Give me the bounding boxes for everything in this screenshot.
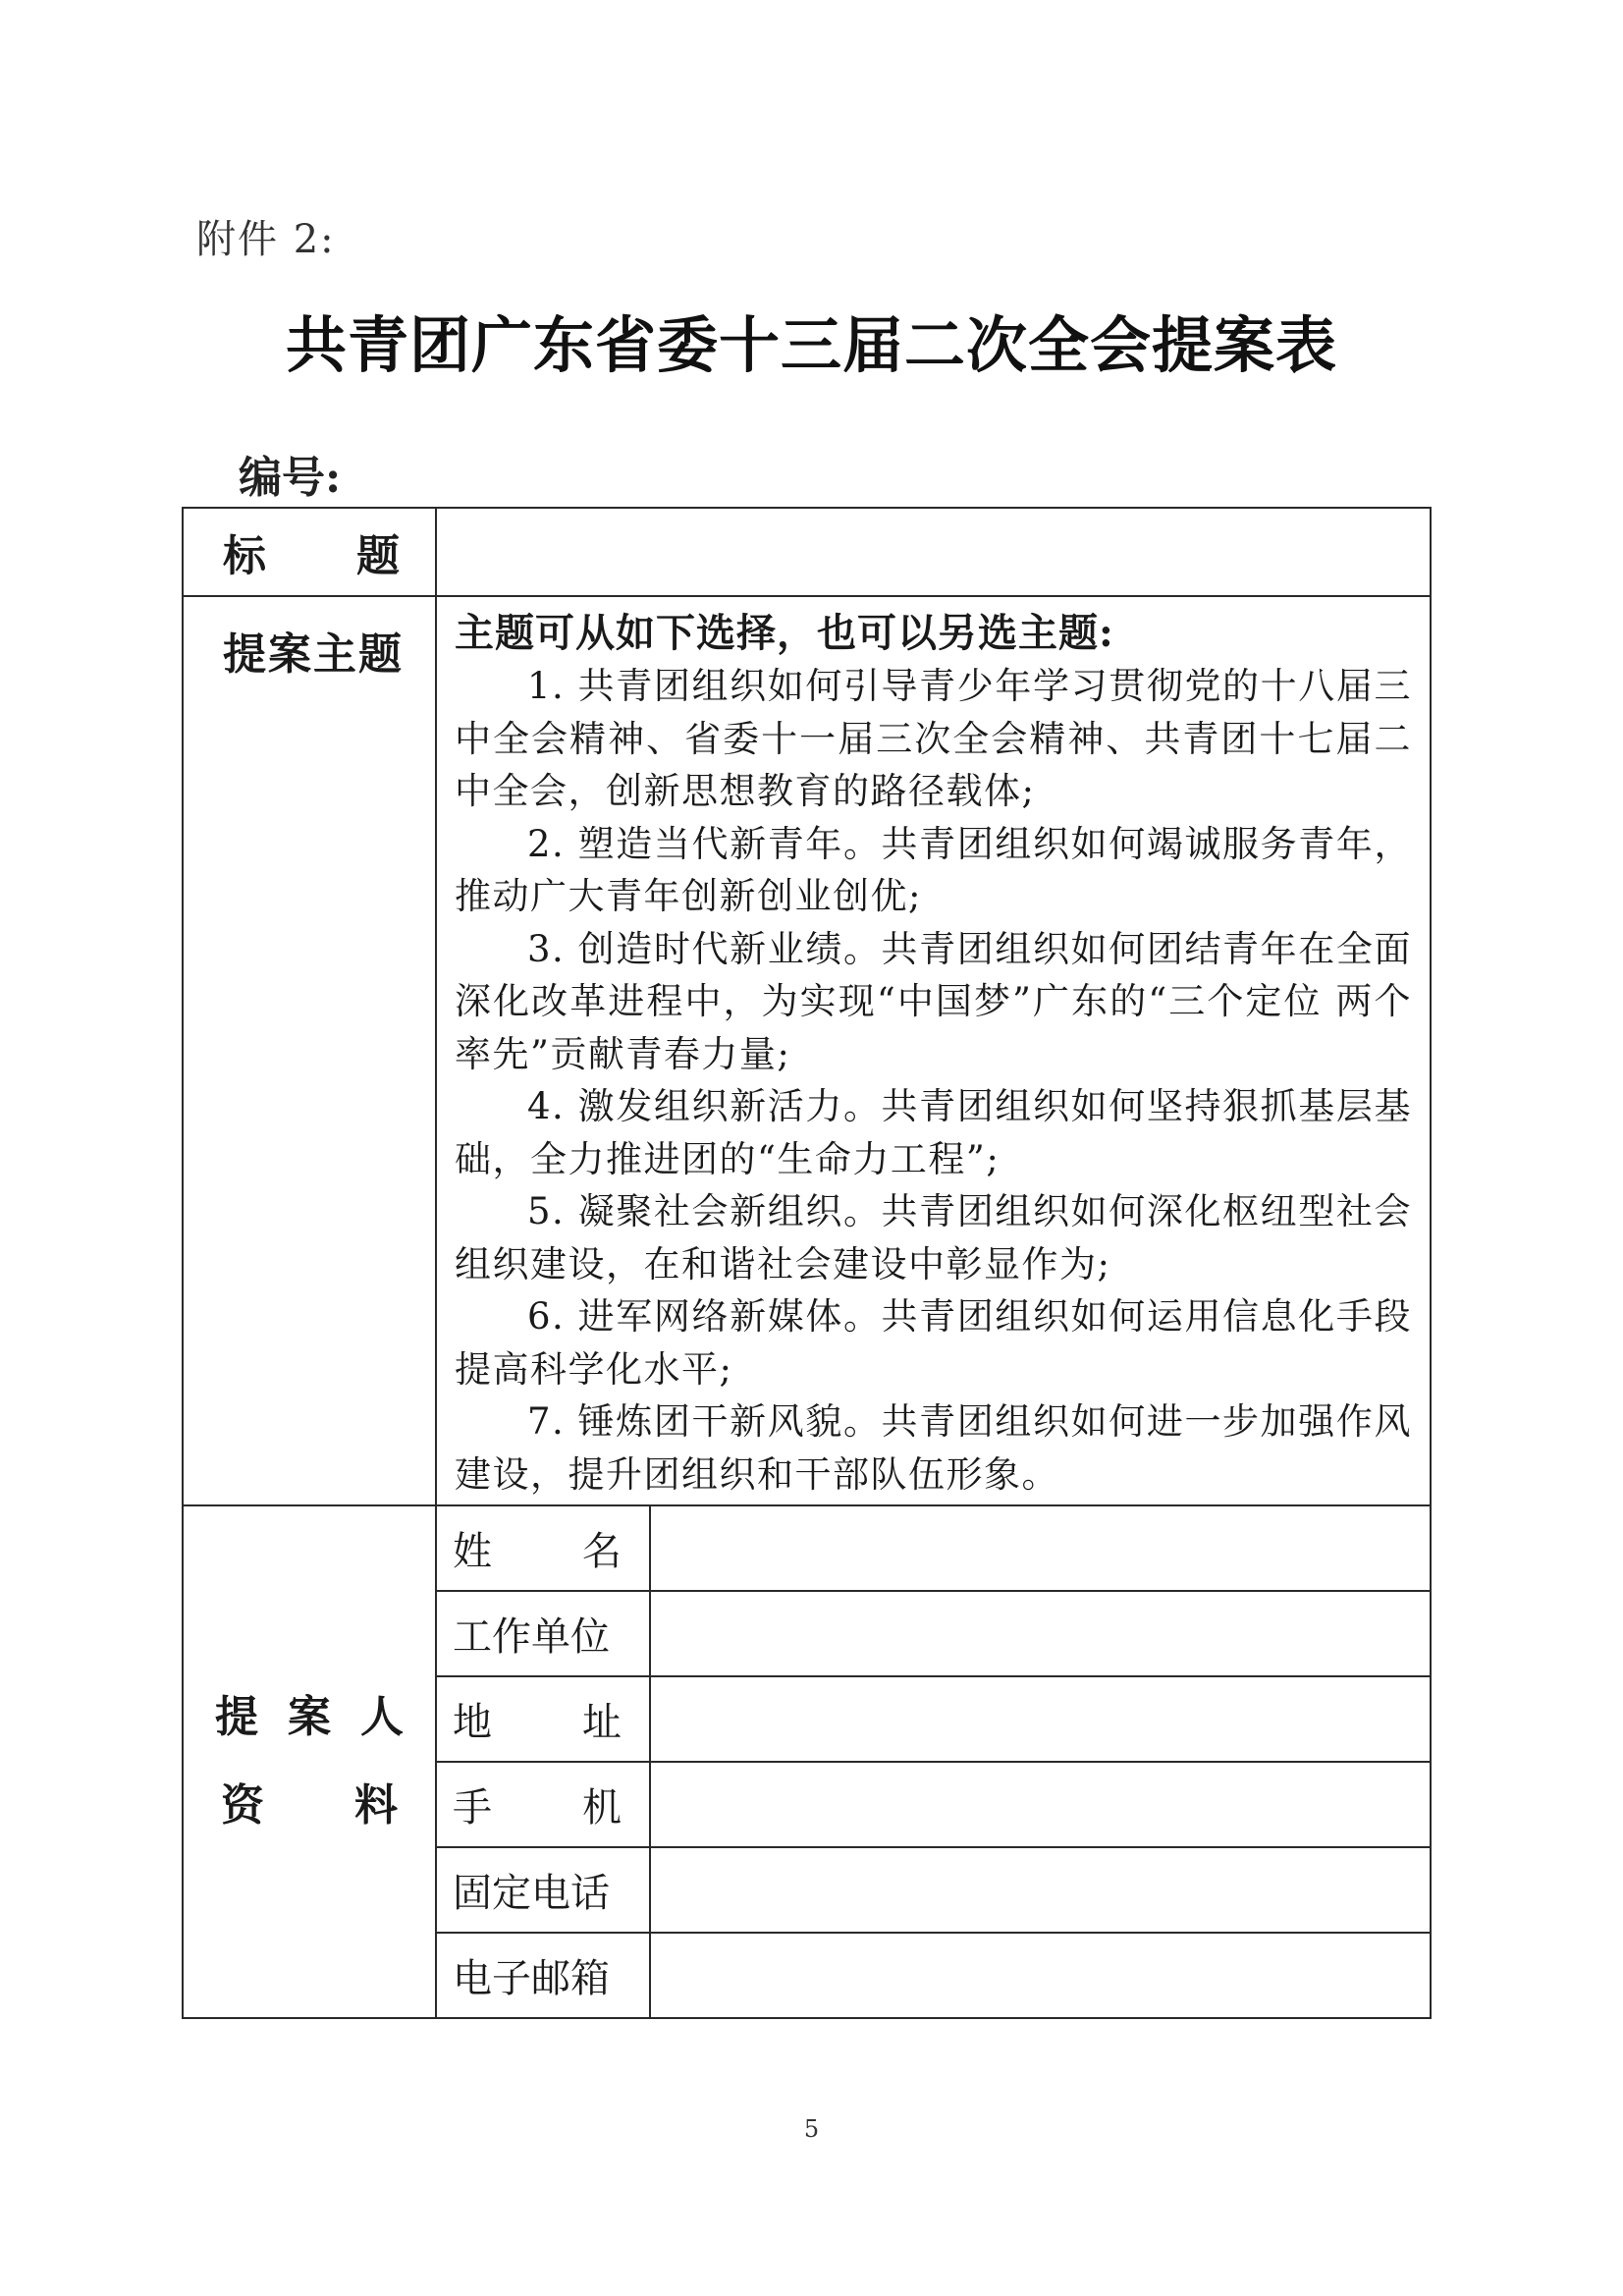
email-label: 电子邮箱	[436, 1933, 650, 2018]
topic-row	[183, 596, 1431, 1505]
landline-field[interactable]	[650, 1847, 1431, 1933]
proposer-label-line2	[184, 1762, 435, 1850]
name-field[interactable]	[650, 1505, 1431, 1591]
proposer-label-char-1: 资	[221, 1780, 264, 1831]
address-label	[436, 1676, 650, 1762]
proposer-label-char-2: 料	[354, 1780, 398, 1831]
page-title: 共青团广东省委十三届二次全会提案表	[285, 309, 1337, 381]
title-value-field[interactable]	[436, 508, 1431, 596]
attachment-label: 附件 2:	[196, 217, 336, 262]
workplace-label: 工作单位	[436, 1591, 650, 1676]
topic-item: 7. 锤炼团干新风貌。共青团组织如何进一步加强作风建设，提升团组织和干部队伍形象。	[455, 1400, 1412, 1496]
mobile-label	[436, 1762, 650, 1847]
address-label-char-1: 地	[453, 1700, 492, 1745]
title-label	[183, 508, 436, 596]
title-label-char-2: 题	[356, 531, 400, 581]
workplace-field[interactable]	[650, 1591, 1431, 1676]
proposer-info-label	[183, 1505, 436, 2018]
name-label-char-2: 名	[582, 1529, 622, 1574]
topic-item: 5. 凝聚社会新组织。共青团组织如何深化枢纽型社会组织建设，在和谐社会建设中彰显作为;	[455, 1190, 1412, 1285]
mobile-label-char-2: 机	[582, 1785, 622, 1831]
mobile-label-char-1: 手	[453, 1785, 492, 1831]
topic-label: 提案主题	[183, 596, 436, 1505]
title-label-char-1: 标	[223, 531, 266, 581]
page-number: 5	[803, 2115, 820, 2143]
title-row	[183, 508, 1431, 596]
name-label-char-1: 姓	[453, 1529, 492, 1574]
landline-label: 固定电话	[436, 1847, 650, 1933]
proposer-row-name	[183, 1505, 1431, 1591]
address-field[interactable]	[650, 1676, 1431, 1762]
topic-intro: 主题可从如下选择，也可以另选主题:	[455, 610, 1114, 656]
number-label: 编号:	[239, 453, 342, 503]
mobile-field[interactable]	[650, 1762, 1431, 1847]
email-field[interactable]	[650, 1933, 1431, 2018]
address-label-char-2: 址	[582, 1700, 622, 1745]
topic-item: 4. 激发组织新活力。共青团组织如何坚持狠抓基层基础，全力推进团的“生命力工程”;	[455, 1085, 1412, 1180]
name-label	[436, 1505, 650, 1591]
topic-item: 6. 进军网络新媒体。共青团组织如何运用信息化手段提高科学化水平;	[455, 1295, 1412, 1391]
topic-item: 1. 共青团组织如何引导青少年学习贯彻党的十八届三中全会精神、省委十一届三次全会精神、共青团十七届二中全会，创新思想教育的路径载体;	[455, 665, 1412, 812]
topic-item: 2. 塑造当代新青年。共青团组织如何竭诚服务青年，推动广大青年创新创业创优;	[455, 822, 1412, 917]
topic-item: 3. 创造时代新业绩。共青团组织如何团结青年在全面深化改革进程中，为实现“中国梦”广东的“三个定位 两个率先”贡献青春力量;	[455, 927, 1412, 1075]
proposal-form-table	[182, 507, 1432, 2019]
topic-content	[436, 596, 1431, 1505]
proposer-label-line1: 提案人	[215, 1692, 433, 1742]
